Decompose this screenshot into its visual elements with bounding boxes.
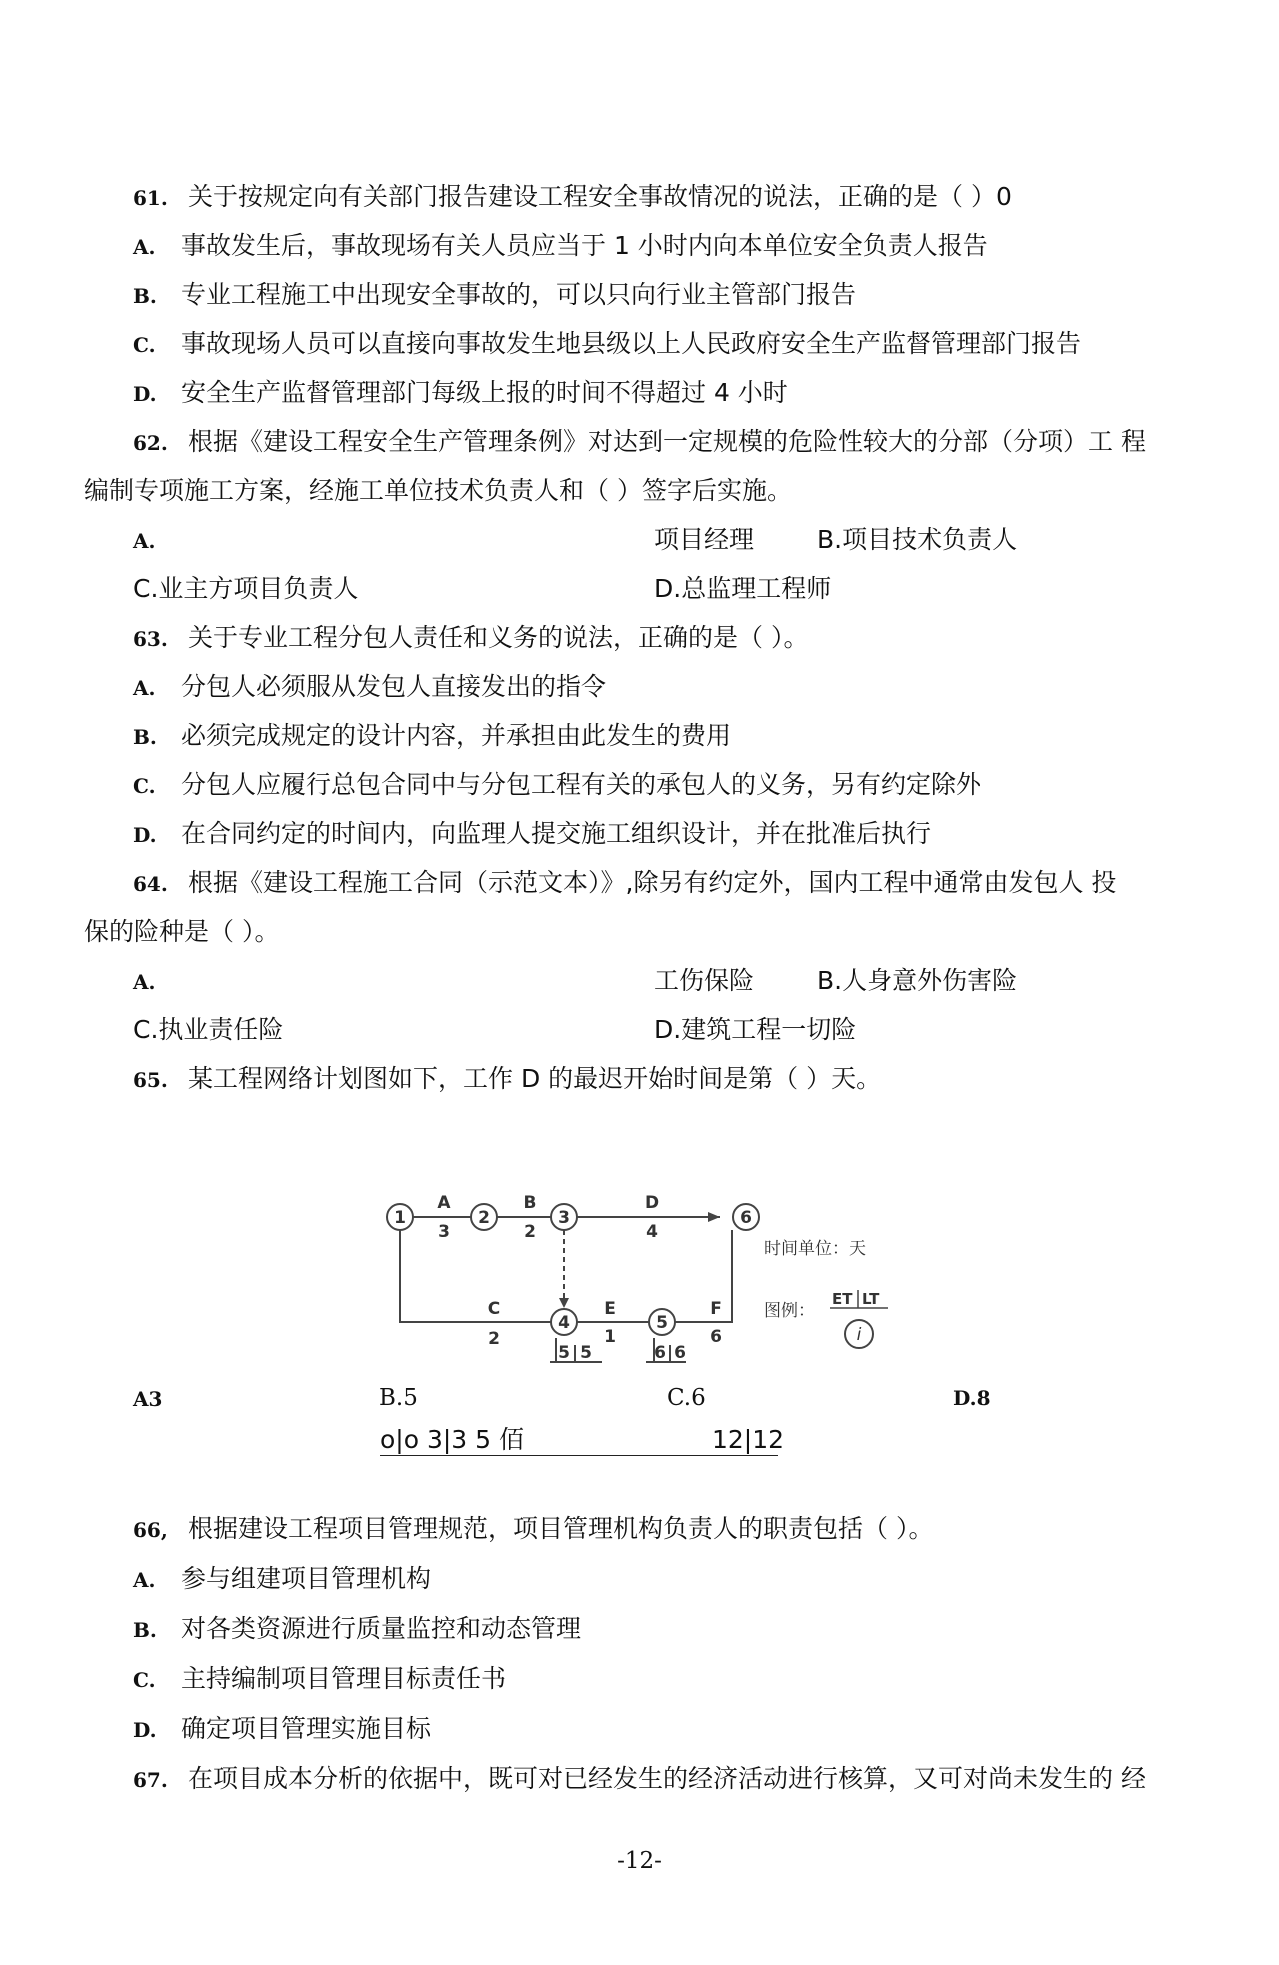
option-c: C.业主方项目负责人 [133, 574, 359, 603]
q66-option-c [133, 1662, 506, 1697]
q67-stem [133, 1762, 1146, 1797]
node-label: 2 [478, 1208, 490, 1228]
option-b: B.项目技术负责人 [817, 525, 1018, 554]
option-letter: B. [133, 725, 157, 749]
q65-stem [133, 1062, 881, 1097]
option-text: 分包人必须服从发包人直接发出的指令 [181, 672, 607, 701]
node-lt: 5 [580, 1343, 592, 1363]
question-number: 66, [133, 1518, 168, 1542]
question-text: 根据《建设工程施工合同（示范文本）》,除另有约定外，国内工程中通常由发包人 投 [188, 868, 1117, 897]
q62-stem [133, 425, 1146, 460]
option-text: 必须完成规定的设计内容，并承担由此发生的费用 [181, 721, 732, 750]
q61-stem [133, 180, 1012, 215]
q66-option-b [133, 1612, 581, 1647]
q64-options-row2 [133, 1013, 1133, 1047]
q64-stem-continued: 保的险种是（ ）。 [84, 917, 280, 946]
node-label: 3 [558, 1208, 570, 1228]
q66-option-d [133, 1712, 431, 1747]
node-label: 5 [656, 1313, 668, 1333]
q63-stem [133, 621, 808, 656]
time-unit-text: 时间单位：天 [764, 1239, 866, 1259]
q66-stem [133, 1512, 933, 1547]
q62-options-row2 [133, 572, 1133, 606]
option-letter: C. [133, 1668, 156, 1692]
activity-name: D [644, 1193, 660, 1213]
node-label: 1 [394, 1208, 406, 1228]
note-right: 12|12 [712, 1425, 785, 1454]
legend-label: 图例： [764, 1301, 815, 1321]
arrow-f [674, 1230, 732, 1322]
legend-et: ET [832, 1290, 853, 1308]
activity-duration: 1 [604, 1327, 616, 1347]
option-text: 工伤保险 [654, 966, 755, 995]
question-text: 关于专业工程分包人责任和义务的说法，正确的是（ ）。 [188, 623, 809, 652]
question-number: 65. [133, 1068, 168, 1092]
option-text: 专业工程施工中出现安全事故的，可以只向行业主管部门报告 [181, 280, 857, 309]
option-text: 在合同约定的时间内，向监理人提交施工组织设计，并在批准后执行 [181, 819, 932, 848]
option-b: B.人身意外伤害险 [817, 966, 1018, 995]
activity-duration: 4 [646, 1222, 658, 1242]
activity-name: F [710, 1299, 722, 1319]
option-text: 事故发生后，事故现场有关人员应当于 1 小时内向本单位安全负责人报告 [181, 231, 988, 260]
option-c: C.执业责任险 [133, 1015, 284, 1044]
q62-stem-continued: 编制专项施工方案，经施工单位技术负责人和（ ）签字后实施。 [84, 476, 792, 505]
option-d: D.总监理工程师 [654, 574, 832, 603]
option-text: 分包人应履行总包合同中与分包工程有关的承包人的义务，另有约定除外 [181, 770, 982, 799]
option-text: 事故现场人员可以直接向事故发生地县级以上人民政府安全生产监督管理部门报告 [181, 329, 1082, 358]
option-letter: C. [133, 333, 156, 357]
arrow-c [400, 1230, 552, 1322]
question-number: 64. [133, 872, 168, 896]
node-label: 6 [740, 1208, 752, 1228]
option-letter: B. [133, 1618, 157, 1642]
question-text: 在项目成本分析的依据中，既可对已经发生的经济活动进行核算，又可对尚未发生的 经 [188, 1764, 1146, 1793]
question-text: 根据建设工程项目管理规范，项目管理机构负责人的职责包括（ ）。 [188, 1514, 934, 1543]
question-text: 根据《建设工程安全生产管理条例》对达到一定规模的危险性较大的分部（分项）工 程 [188, 427, 1146, 456]
q65-options-row [133, 1381, 1233, 1416]
q63-option-b [133, 719, 731, 754]
option-letter: C. [133, 774, 156, 798]
option-text: 参与组建项目管理机构 [181, 1564, 432, 1593]
network-plan-diagram [380, 1190, 900, 1380]
activity-duration: 6 [710, 1327, 722, 1347]
arrowhead [559, 1298, 569, 1308]
node-et: 5 [558, 1343, 570, 1363]
option-text: 对各类资源进行质量监控和动态管理 [181, 1614, 582, 1643]
activity-name: C [487, 1299, 501, 1319]
option-text: 确定项目管理实施目标 [181, 1714, 432, 1743]
activity-duration: 2 [524, 1222, 536, 1242]
option-b: B.5 [379, 1385, 418, 1411]
q63-option-c [133, 768, 981, 803]
arrowhead [708, 1212, 720, 1222]
legend-node-label: i [856, 1325, 862, 1345]
option-letter: D. [133, 382, 157, 406]
q63-option-a [133, 670, 606, 705]
q66-option-a [133, 1562, 431, 1597]
question-number: 63. [133, 627, 168, 651]
question-number: 61. [133, 186, 168, 210]
option-d: D.建筑工程一切险 [654, 1015, 857, 1044]
option-text: 主持编制项目管理目标责任书 [181, 1664, 507, 1693]
question-number: 67. [133, 1768, 168, 1792]
q64-stem [133, 866, 1116, 901]
option-letter: D. [133, 1718, 157, 1742]
note-left: o|o 3|3 5 佰 [380, 1425, 524, 1454]
q65-handwritten-note [380, 1425, 785, 1456]
option-letter: A. [133, 970, 156, 994]
question-text: 关于按规定向有关部门报告建设工程安全事故情况的说法，正确的是（ ）0 [188, 182, 1012, 211]
option-text: 安全生产监督管理部门每级上报的时间不得超过 4 小时 [181, 378, 788, 407]
option-d: D.8 [953, 1386, 991, 1410]
option-letter: A. [133, 235, 156, 259]
q63-option-d [133, 817, 931, 852]
q64-options-row1 [133, 964, 1133, 999]
q61-option-a [133, 229, 988, 264]
option-text: 项目经理 [654, 525, 755, 554]
node-et: 6 [654, 1343, 666, 1363]
option-letter: A. [133, 529, 156, 553]
activity-name: E [604, 1299, 616, 1319]
activity-name: B [523, 1193, 537, 1213]
question-number: 62. [133, 431, 168, 455]
activity-duration: 2 [488, 1329, 500, 1349]
option-letter: D. [133, 823, 157, 847]
node-label: 4 [558, 1313, 570, 1333]
option-c: C.6 [667, 1385, 706, 1411]
option-letter: B. [133, 284, 157, 308]
q62-options-row1 [133, 523, 1133, 558]
activity-name: A [437, 1193, 451, 1213]
option-letter: A. [133, 1568, 156, 1592]
q61-option-c [133, 327, 1081, 362]
option-letter: A. [133, 676, 156, 700]
page-number: -12- [617, 1848, 662, 1874]
q61-option-d [133, 376, 788, 411]
option-a: A3 [133, 1387, 163, 1411]
legend-lt: LT [862, 1290, 880, 1308]
q61-option-b [133, 278, 856, 313]
activity-duration: 3 [438, 1222, 450, 1242]
question-text: 某工程网络计划图如下，工作 D 的最迟开始时间是第（ ）天。 [188, 1064, 882, 1093]
node-lt: 6 [674, 1343, 686, 1363]
